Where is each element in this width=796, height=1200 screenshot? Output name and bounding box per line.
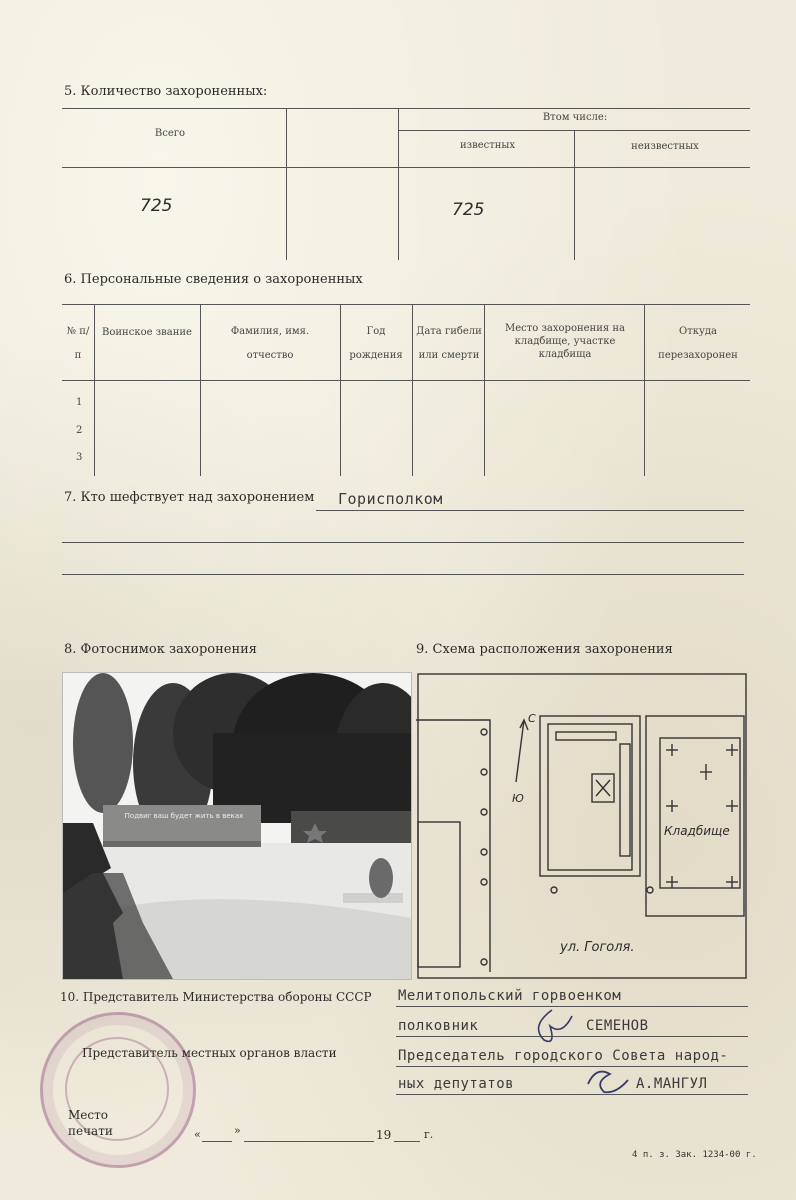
section7-blank-line-2 (62, 574, 744, 575)
table6-row-num: 2 (76, 425, 83, 436)
table6-col-place: Место захоронения на кладбище, участке кладбища (504, 323, 625, 360)
section5-title: 5. Количество захороненных: (64, 84, 268, 99)
table6-col-rank: Воинское звание (102, 327, 192, 338)
section9-title: 9. Схема расположения захоронения (416, 642, 673, 657)
compass-south: Ю (512, 792, 524, 805)
table6-vline-4 (412, 304, 413, 476)
seal-label-1: Место (68, 1108, 108, 1122)
section8-title: 8. Фотоснимок захоронения (64, 642, 258, 657)
section7-title: 7. Кто шефствует над захоронением (64, 490, 315, 505)
table6-col-death: Дата гибели или смерти (416, 326, 482, 361)
table5-vline-3 (574, 130, 575, 260)
section7-blank-line-1 (62, 542, 744, 543)
date-quote-close: » (234, 1124, 241, 1137)
local-rep-line2: ных депутатов (398, 1076, 515, 1092)
date-year-prefix: 19 (376, 1128, 392, 1142)
table6-row-num: 3 (76, 452, 83, 463)
signature-semenov (522, 1006, 582, 1050)
compass-north: С (528, 712, 536, 725)
mod-rep-name: СЕМЕНОВ (586, 1018, 649, 1034)
street-label: ул. Гоголя. (560, 940, 635, 955)
seal-label-2: печати (68, 1124, 113, 1138)
table6-col-name: Фамилия, имя. отчество (230, 326, 310, 361)
mod-rep-line1: Мелитопольский горвоенком (398, 988, 622, 1004)
table5-known-value: 725 (452, 200, 485, 220)
section10-title: 10. Представитель Министерства обороны СССР (60, 990, 372, 1004)
table5-col-total: Всего (154, 128, 186, 139)
date-suffix: г. (424, 1128, 434, 1141)
table6-col-from: Откуда перезахоронен (658, 326, 738, 361)
location-scheme (416, 672, 748, 980)
table5-col-unknown: неизвестных (631, 141, 699, 152)
table6-vline-6 (644, 304, 645, 476)
table6-header-bottom (62, 380, 750, 381)
local-rep-name: А.МАНГУЛ (636, 1076, 708, 1092)
section6-title: 6. Персональные сведения о захороненных (64, 272, 363, 287)
table6-vline-5 (484, 304, 485, 476)
date-month-line (244, 1141, 374, 1142)
table5-top-line (62, 108, 750, 109)
burial-photo (62, 672, 412, 980)
signature-mangul (576, 1062, 636, 1102)
date-day-line (202, 1141, 232, 1142)
patron-value: Горисполком (338, 490, 443, 508)
burial-photo-image (63, 673, 411, 979)
table6-col-num: № п/п (66, 326, 90, 361)
table5-header-bottom (62, 167, 750, 168)
monument-inscription: Подвиг ваш будет жить в веках (124, 812, 244, 820)
table6-top-line (62, 304, 750, 305)
table5-vline-2 (398, 108, 399, 260)
date-quote-open: « (194, 1128, 201, 1141)
print-code: 4 п. з. Зак. 1234-00 г. (632, 1150, 757, 1160)
local-rep-underline-1 (396, 1066, 748, 1067)
table6-col-birth: Год рождения (349, 326, 403, 361)
date-year-line (394, 1141, 420, 1142)
table5-col-incl: Втом числе: (542, 112, 608, 123)
cemetery-label: Кладбище (664, 824, 730, 838)
table6-row-num: 1 (76, 397, 83, 408)
table5-col-known: известных (459, 140, 516, 151)
mod-rep-rank: полковник (398, 1018, 479, 1034)
table6-vline-3 (340, 304, 341, 476)
table5-vline-1 (286, 108, 287, 260)
table5-total-value: 725 (140, 196, 173, 216)
section7-underline (316, 510, 744, 511)
local-rep-underline-2 (396, 1094, 748, 1095)
table6-vline-1 (94, 304, 95, 476)
local-rep-line1: Председатель городского Совета народ- (398, 1048, 729, 1064)
table6-vline-2 (200, 304, 201, 476)
local-rep-label: Представитель местных органов власти (82, 1046, 337, 1060)
official-stamp (40, 1012, 196, 1168)
